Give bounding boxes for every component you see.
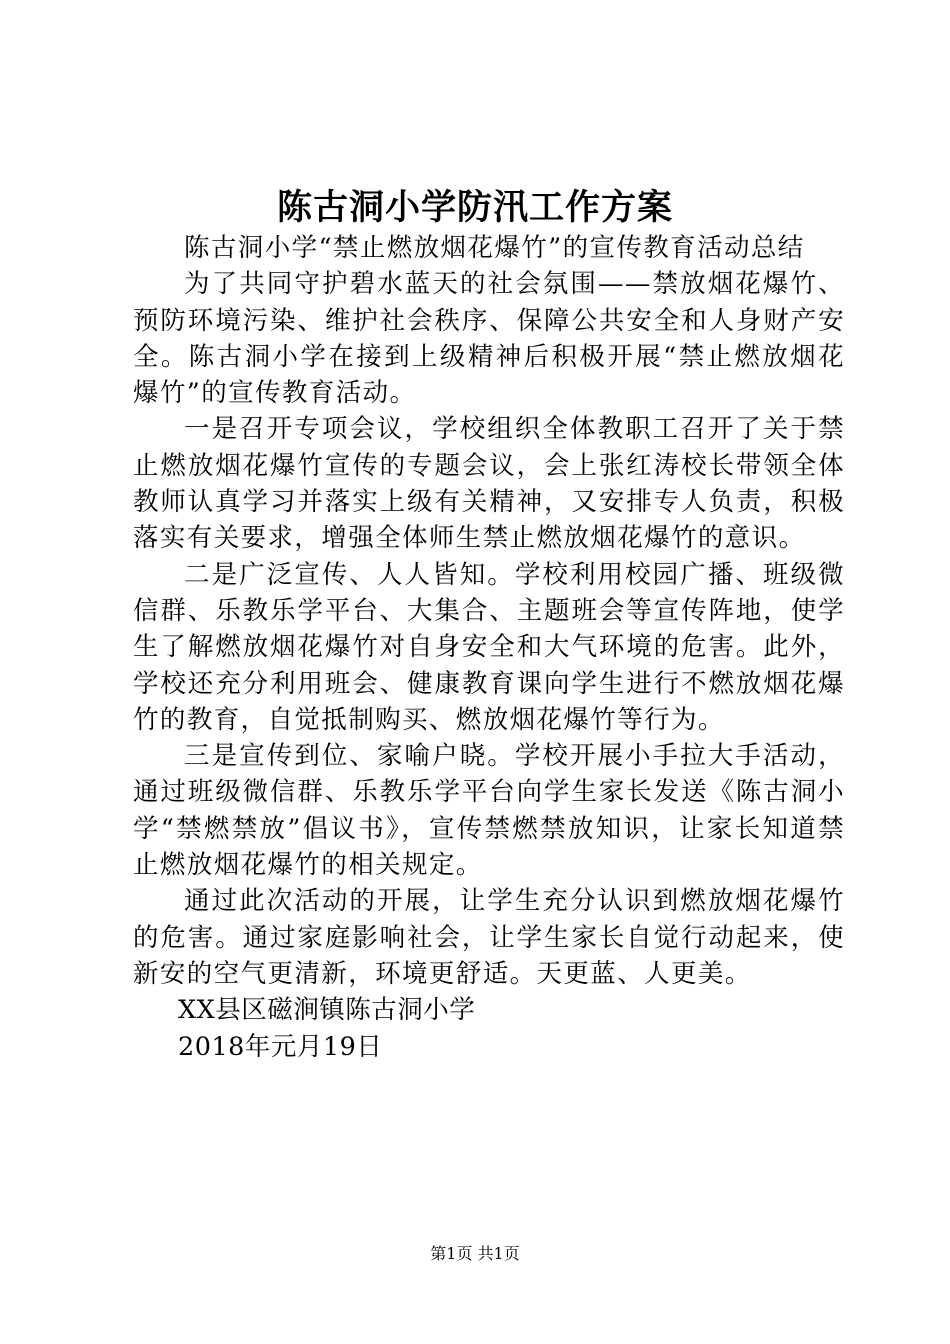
signature-date: 2018年元月19日	[178, 1031, 383, 1062]
publicity-paragraph: 二是广泛宣传、人人皆知。学校利用校园广播、班级微信群、乐教乐学平台、大集合、主题班会等宣传阵地，使学生了解燃放烟花爆竹对自身安全和大气环境的危害。此外，学校还充分利用班会、健康教育课向学生进行不燃放烟花爆竹的教育，自觉抵制购买、燃放烟花爆竹等行为。	[133, 559, 845, 735]
conclusion-paragraph: 通过此次活动的开展，让学生充分认识到燃放烟花爆竹的危害。通过家庭影响社会，让学生家长自觉行动起来，使新安的空气更清新，环境更舒适。天更蓝、人更美。	[133, 886, 845, 989]
document-body	[133, 230, 845, 1065]
page-footer: 第1页 共1页	[430, 1244, 520, 1263]
signature-organization: XX县区磁涧镇陈古洞小学	[178, 995, 476, 1026]
meeting-paragraph: 一是召开专项会议，学校组织全体教职工召开了关于禁止燃放烟花爆竹宣传的专题会议，会上张红涛校长带领全体教师认真学习并落实上级有关精神，又安排专人负责，积极落实有关要求，增强全体师生禁止燃放烟花爆竹的意识。	[133, 414, 845, 554]
document-title: 陈古洞小学防汛工作方案	[276, 187, 673, 228]
family-paragraph: 三是宣传到位、家喻户晓。学校开展小手拉大手活动，通过班级微信群、乐教乐学平台向学生家长发送《陈古洞小学“禁燃禁放”倡议书》，宣传禁燃禁放知识，让家长知道禁止燃放烟花爆竹的相关规定。	[133, 741, 845, 881]
subtitle-paragraph: 陈古洞小学“禁止燃放烟花爆竹”的宣传教育活动总结	[184, 233, 805, 263]
intro-paragraph: 为了共同守护碧水蓝天的社会氛围——禁放烟花爆竹、预防环境污染、维护社会秩序、保障公共安全和人身财产安全。陈古洞小学在接到上级精神后积极开展“禁止燃放烟花爆竹”的宣传教育活动。	[133, 269, 845, 409]
